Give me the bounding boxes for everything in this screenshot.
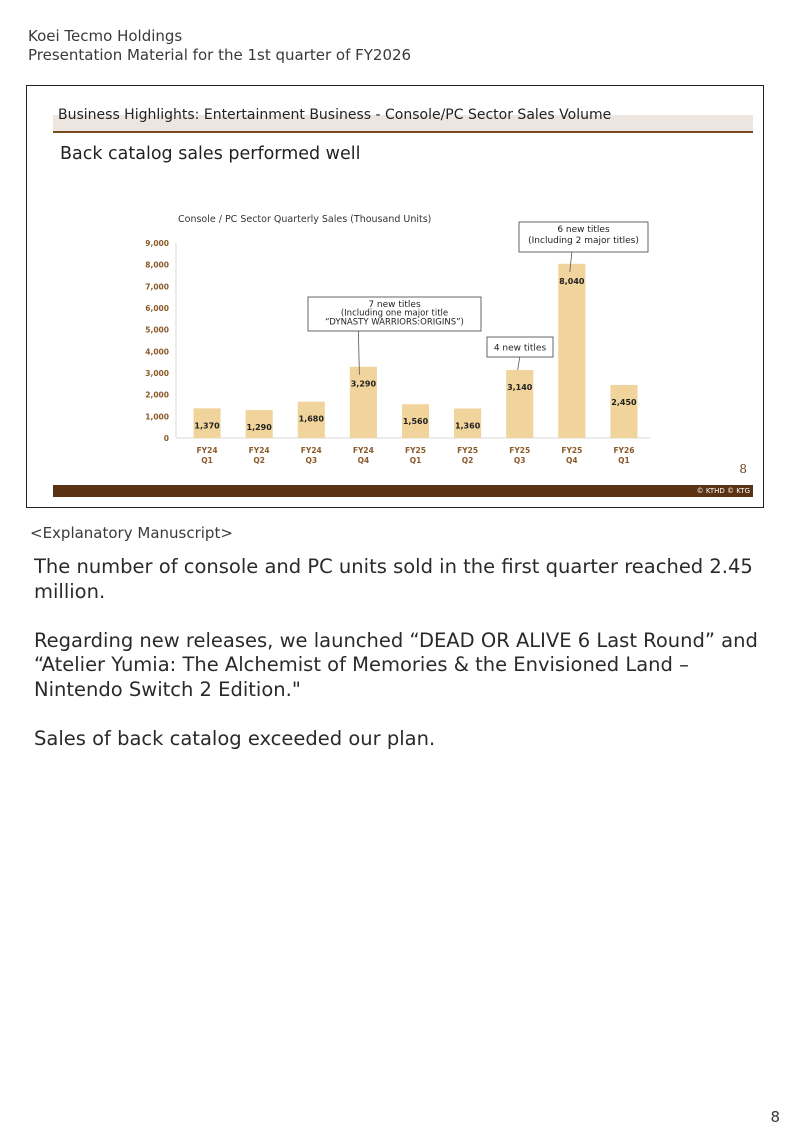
x-tick-label: FY24 (248, 446, 270, 455)
bar-fy24-q4 (350, 367, 377, 438)
y-tick-label: 3,000 (145, 369, 169, 378)
x-tick-label: Q4 (566, 456, 578, 465)
data-label: 1,290 (246, 423, 272, 432)
data-label: 1,360 (454, 421, 481, 431)
callout-text: 7 new titles (368, 300, 421, 310)
callout-text: (Including one major title (340, 308, 449, 319)
y-tick-label: 5,000 (145, 325, 169, 335)
x-tick-label: Q1 (618, 456, 630, 465)
x-tick-label: FY25 (561, 446, 583, 455)
y-tick-label: 9,000 (145, 239, 169, 248)
x-tick-label: FY24 (196, 446, 218, 455)
y-tick-label: 8,000 (145, 260, 169, 270)
y-tick-label: 7,000 (145, 282, 169, 292)
callout-text: “DYNASTY WARRIORS:ORIGINS”) (325, 317, 464, 328)
bar-fy25-q3 (506, 370, 533, 438)
callout-pointer (518, 357, 520, 370)
x-tick-label: Q2 (461, 456, 474, 465)
slide-footer-bar (53, 485, 753, 497)
slide-section-title: Business Highlights: Entertainment Business - Console/PC Sector Sales Volume (58, 107, 612, 123)
y-tick-label: 1,000 (145, 412, 169, 422)
data-label: 2,450 (611, 397, 637, 407)
manuscript-paragraph: Regarding new releases, we launched “DEAD OR ALIVE 6 Last Round” and “Atelier Yumia: The Alchemist of Memories & the Envisioned Land – Nintendo Switch 2 Edition." (34, 628, 758, 701)
x-tick-label: Q2 (253, 456, 265, 465)
document-header (28, 27, 411, 65)
manuscript-label: <Explanatory Manuscript> (30, 524, 233, 542)
slide-headline: Back catalog sales performed well (60, 144, 361, 164)
y-tick-label: 0 (163, 434, 169, 443)
callout-text: 4 new titles (493, 343, 547, 354)
bar-fy25-q4 (558, 264, 585, 438)
y-tick-label: 4,000 (145, 347, 169, 357)
bar-chart (27, 86, 763, 507)
data-label: 1,370 (194, 421, 220, 431)
x-tick-label: FY24 (300, 446, 322, 455)
document-subtitle: Presentation Material for the 1st quarter of FY2026 (28, 46, 412, 64)
chart-title: Console / PC Sector Quarterly Sales (Thousand Units) (178, 214, 432, 225)
x-tick-label: Q1 (409, 456, 422, 465)
x-tick-label: FY26 (613, 446, 635, 455)
x-tick-label: FY24 (352, 446, 374, 455)
x-tick-label: FY25 (509, 446, 531, 455)
manuscript-paragraph: Sales of back catalog exceeded our plan. (34, 726, 436, 750)
company-name: Koei Tecmo Holdings (28, 27, 183, 45)
x-tick-label: FY25 (457, 446, 479, 455)
manuscript-paragraph: The number of console and PC units sold in the first quarter reached 2.45 million. (34, 555, 753, 603)
data-label: 8,040 (559, 276, 585, 286)
x-tick-label: Q3 (513, 456, 526, 465)
data-label: 1,680 (298, 414, 324, 424)
callout-text: 6 new titles (557, 225, 610, 235)
manuscript-body (34, 555, 764, 776)
x-tick-label: Q1 (201, 456, 213, 465)
x-tick-label: Q3 (305, 456, 318, 465)
x-tick-label: FY25 (405, 446, 426, 455)
x-tick-label: Q4 (357, 456, 370, 465)
chart-container (27, 86, 763, 507)
y-tick-label: 2,000 (145, 390, 169, 400)
callout-text: (Including 2 major titles) (528, 236, 639, 246)
slide-frame (26, 85, 764, 508)
data-label: 3,290 (350, 379, 377, 389)
data-label: 3,140 (507, 382, 533, 392)
bar-fy26-q1 (610, 385, 637, 438)
y-tick-label: 6,000 (145, 304, 169, 313)
slide-page-number: 8 (739, 462, 747, 476)
data-label: 1,560 (402, 417, 429, 427)
copyright-text: © KTHD © KTG (696, 487, 750, 495)
document-page-number: 8 (770, 1108, 780, 1126)
